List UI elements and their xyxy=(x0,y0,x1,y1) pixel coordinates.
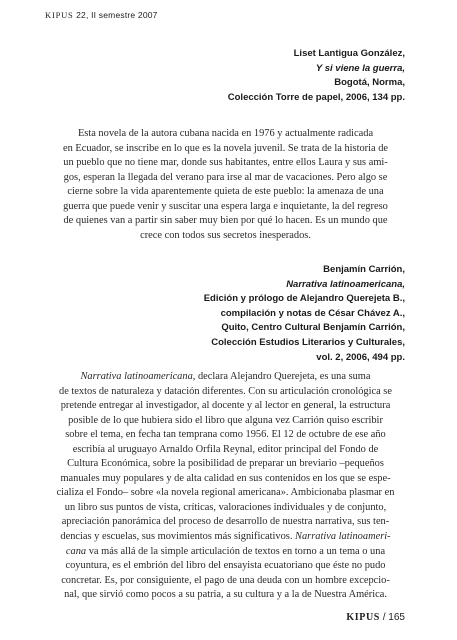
ref-title: Y si viene la guerra, xyxy=(315,62,405,74)
journal-name: KIPUS xyxy=(45,10,74,20)
body-line xyxy=(46,530,405,545)
body-line xyxy=(46,370,405,385)
book-title: Narrativa latinoamericana xyxy=(80,371,193,382)
ref-collection: Colección Estudios Literarios y Culturales, xyxy=(211,336,405,348)
book-title: cana xyxy=(65,545,87,557)
body-line: escribía al uruguayo Arnaldo Orfila Reynal, editor principal del Fondo de xyxy=(72,443,379,455)
ref-title: Narrativa latinoamericana, xyxy=(286,278,405,290)
issue-info: 22, II semestre 2007 xyxy=(76,10,158,20)
review-2-body xyxy=(46,370,405,603)
ref-author: Liset Lantigua González, xyxy=(293,48,405,59)
review-1-reference xyxy=(228,47,405,105)
body-line: sobre el tema, en fecha tan temprana como 1956. El 12 de octubre de ese año xyxy=(65,429,386,441)
body-line: cializa el Fondo– sobre «la novela regional americana». Ambicionaba plasmar en xyxy=(56,487,395,499)
body-line: posible de lo que hubiera sido el libro que alguna vez Carrión quiso escribir xyxy=(68,414,383,426)
body-line: coyuntura, es el embrión del libro del ensayista ecuatoriano que éste no pudo xyxy=(65,560,386,572)
body-text: dencias y escuelas, sus movimientos más significativos. xyxy=(60,531,293,543)
body-line: un libro sus puntos de vista, críticas, valoraciones individuales y de conjunto, xyxy=(64,501,387,513)
ref-editor: Edición y prólogo de Alejandro Querejeta B., xyxy=(203,293,405,305)
ref-publisher: Quito, Centro Cultural Benjamín Carrión, xyxy=(221,322,405,334)
body-text: va más allá de la simple articulación de textos en torno a un tema o una xyxy=(88,545,386,557)
body-line: Cultura Económica, sobre la posibilidad de preparar un breviario –pequeños xyxy=(67,458,384,470)
body-line: crece con todos sus secretos inesperados. xyxy=(140,229,311,241)
body-line: apreciación panorámica del proceso de desarrollo de nuestra narrativa, sus ten- xyxy=(61,516,390,528)
body-line: Esta novela de la autora cubana nacida en 1976 y actualmente radicada xyxy=(77,128,374,139)
ref-compiler: compilación y notas de César Chávez A., xyxy=(220,307,405,319)
body-text: , declara Alejandro Querejeta, es una suma xyxy=(192,371,371,382)
body-line: nal, que sirvió como pocos a su patria, a su cultura y a la de Nuestra América. xyxy=(64,589,387,601)
body-line: de textos de naturaleza y datación diferentes. Con su articulación cronológica se xyxy=(59,385,392,397)
body-line: pretende entregar al investigador, al docente y al lector en general, la estructura xyxy=(60,400,391,412)
ref-publisher: Bogotá, Norma, xyxy=(334,77,405,89)
review-1-body xyxy=(46,127,405,243)
body-line: un pueblo que no tiene mar, donde sus habitantes, entre ellos Laura y sus ami- xyxy=(63,157,388,169)
page-number: / 165 xyxy=(382,612,405,623)
body-line: gos, esperan la llegada del verano para irse al mar de vacaciones. Pero algo se xyxy=(63,171,388,183)
body-line: manuales muy populares y de alta calidad en sus contenidos en los que se espe- xyxy=(60,472,391,484)
body-line: en Ecuador, se inscribe en lo que es la novela juvenil. Se trata de la historia de xyxy=(62,142,389,154)
body-line: guerra que puede venir y suscitar una espera larga e inquietante, la del regreso xyxy=(63,200,388,212)
body-line: de quienes van a partir sin saber muy bien por qué lo hacen. Es un mundo que xyxy=(63,215,388,227)
body-line: concretar. Es, por consiguiente, el pago de una deuda con un hombre excepcio- xyxy=(61,574,390,586)
running-head xyxy=(45,10,158,20)
ref-volume: vol. 2, 2006, 494 pp. xyxy=(316,351,405,363)
ref-author: Benjamín Carrión, xyxy=(323,264,405,275)
body-line: cierne sobre la vida aparentemente quieta de este pueblo: la amenaza de una xyxy=(67,186,384,198)
review-2-reference xyxy=(204,263,405,365)
page-folio xyxy=(346,612,405,623)
ref-collection: Colección Torre de papel, 2006, 134 pp. xyxy=(227,91,405,103)
journal-name: KIPUS xyxy=(346,612,380,623)
body-line xyxy=(46,545,405,560)
book-title: Narrativa latinoameri- xyxy=(295,531,391,543)
